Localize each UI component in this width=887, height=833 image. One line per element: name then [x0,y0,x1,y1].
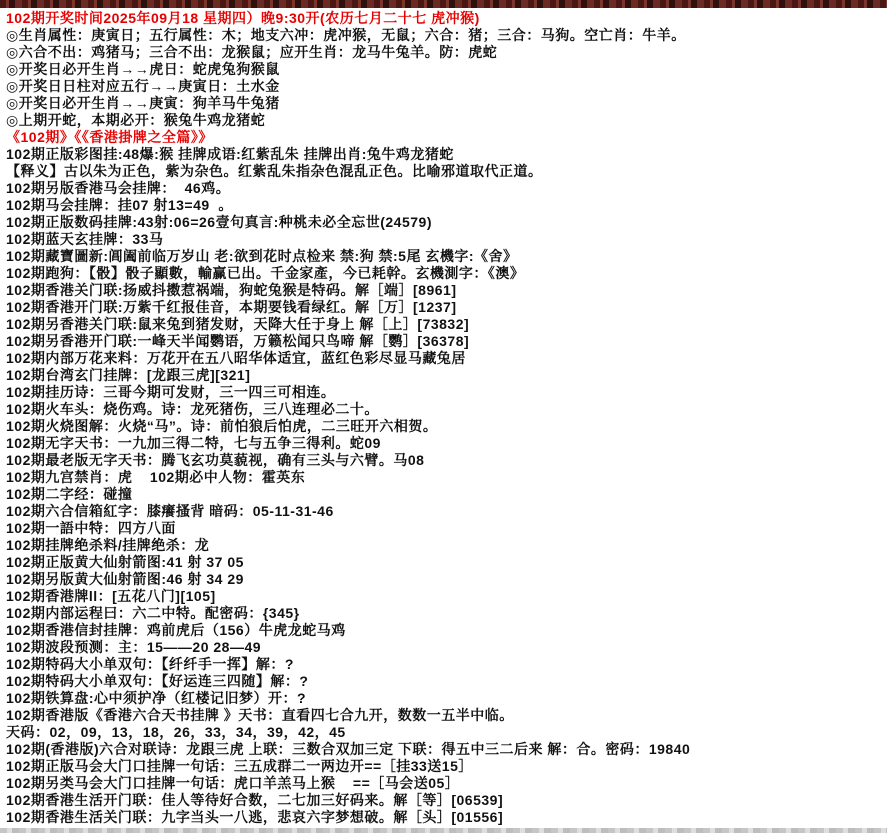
text-line: ◎开奖日必开生肖→→庚寅：狗羊马牛兔猪 [6,95,280,111]
text-line: 102期跑狗：【骰】骰子顯數，輸赢已出。千金家產，今已耗幹。玄機測字：《澳》 [6,265,525,281]
text-line: 102期台湾玄门挂牌：[龙跟三虎][321] [6,367,251,383]
text-line: 【释义】古以朱为正色，紫为杂色。红紫乱朱指杂色混乱正色。比喻邪道取代正道。 [6,163,543,179]
bottom-decorative-bar [0,828,887,833]
text-line: 102期一語中特：四方八面 [6,520,176,536]
text-line: 102期内部运程曰：六二中特。配密码：{345} [6,605,300,621]
text-line: 102期香港牌ll：[五花八门][105] [6,588,216,604]
text-line: 102期火烧图解：火烧“马”。诗：前怕狼后怕虎，二三旺开六相贺。 [6,418,438,434]
content-lines [6,10,883,826]
text-line: 102期另香港开门联:一峰天半闻鹦语，万籁松闻只鸟啼 解［鹦］[36378] [6,333,470,349]
text-line: 102期九宫禁肖：虎 102期必中人物：霍英东 [6,469,306,485]
text-line: 102期香港版《香港六合天书挂牌 》天书：直看四七合九开，数数一五半中临。 [6,707,514,723]
text-line: 天码：02，09，13，18，26，33，34，39，42，45 [6,724,346,740]
text-line: 102期正版黄大仙射箭图:41 射 37 05 [6,554,244,570]
text-line: 102期香港信封挂牌：鸡前虎后（156）牛虎龙蛇马鸡 [6,622,346,638]
text-line: 102期马会挂牌：挂07 射13=49 。 [6,197,233,213]
lottery-tips-page [0,8,887,826]
text-line: 102期另版黄大仙射箭图:46 射 34 29 [6,571,244,587]
text-line: 102期挂历诗：三哥今期可发财，三一四三可相连。 [6,384,336,400]
text-line: 102期香港生活关门联：九字当头一八逃，悲哀六字梦想破。解［头］[01556] [6,809,504,825]
text-line: 102期特码大小单双句：【纤纤手一挥】解：? [6,656,294,672]
text-line: 102期最老版无字天书：腾飞玄功莫藐视，确有三头与六臂。马08 [6,452,425,468]
text-line: 102期内部万花来料：万花开在五八昭华体适宜，蓝红色彩尽显马藏兔居 [6,350,466,366]
text-line: ◎生肖属性：庚寅日；五行属性：木；地支六冲：虎冲猴，无鼠；六合：猪；三合：马狗。空亡肖：牛羊。 [6,27,686,43]
top-decorative-bar [0,0,887,8]
text-line: 102期香港关门联:扬威抖擞惹祸端，狗蛇兔猴是特码。解［端］[8961] [6,282,457,298]
text-line: 102期另版香港马会挂牌： 46鸡。 [6,180,231,196]
text-line: 102期正版彩图挂:48爆:猴 挂牌成语:红紫乱朱 挂牌出肖:兔牛鸡龙猪蛇 [6,146,454,162]
text-line: 102期香港生活开门联：佳人等待好合数，二七加三好码来。解［等］[06539] [6,792,504,808]
text-line: 102期另类马会大门口挂牌一句话：虎口羊羔马上猴 ==［马会送05］ [6,775,460,791]
text-line: 102期开奖时间2025年09月18 星期四）晚9:30开(农历七月二十七 虎冲猴) [6,10,480,26]
text-line: 102期香港开门联:万紫千红报佳音，本期要钱看绿红。解［万］[1237] [6,299,457,315]
text-line: 102期正版马会大门口挂牌一句话：三五成群二一两边开==［挂33送15］ [6,758,473,774]
text-line: 102期波段预测：主：15——20 28—49 [6,639,262,655]
text-line: 102期火车头：烧伤鸡。诗：龙死猪伤，三八连理必二十。 [6,401,379,417]
text-line: 102期(香港版)六合对联诗：龙跟三虎 上联：三数合双加三定 下联：得五中三二后来 解：合。密码：19840 [6,741,691,757]
text-line: ◎开奖日必开生肖→→虎日：蛇虎兔狗猴鼠 [6,61,280,77]
text-line: 《102期》《《香港掛牌之全篇》》 [6,129,213,145]
text-line: 102期正版数码挂牌:43射:06=26壹句真言:种桃未必全忘世(24579) [6,214,432,230]
text-line: 102期蓝天玄挂牌：33马 [6,231,164,247]
text-line: 102期六合信箱紅字：膝癢搔背 暗码：05-11-31-46 [6,503,334,519]
text-line: ◎开奖日日柱对应五行→→庚寅日：土水金 [6,78,280,94]
text-line: 102期挂牌绝杀料/挂牌绝杀：龙 [6,537,210,553]
text-line: 102期藏寶圖新:阊阖前临万岁山 老:欲到花时点检来 禁:狗 禁:5尾 玄機字:《舍》 [6,248,518,264]
text-line: 102期另香港关门联:鼠来兔到猪发财，天降大任于身上 解［上］[73832] [6,316,470,332]
text-line: 102期二字经：碰撞 [6,486,133,502]
text-line: 102期特码大小单双句：【好运连三四随】解：? [6,673,309,689]
text-line: 102期铁算盘:心中须护净（红楼记旧梦）开：? [6,690,307,706]
text-line: ◎上期开蛇，本期必开：猴兔牛鸡龙猪蛇 [6,112,266,128]
text-line: 102期无字天书：一九加三得二特，七与五争三得利。蛇09 [6,435,381,451]
text-line: ◎六合不出：鸡猪马；三合不出：龙猴鼠；应开生肖：龙马牛兔羊。防：虎蛇 [6,44,498,60]
